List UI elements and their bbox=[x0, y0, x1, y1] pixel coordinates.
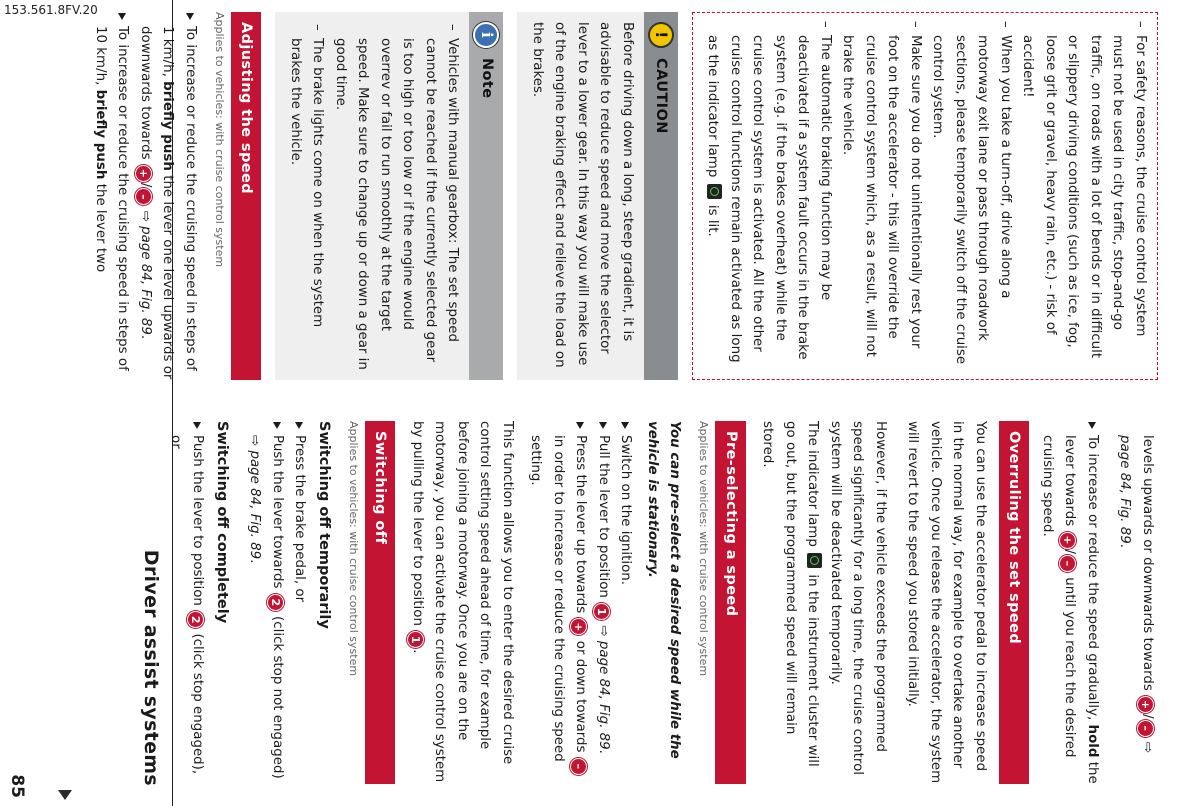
page-reference-link[interactable]: ⇨ page 84, Fig. 89 bbox=[138, 210, 153, 335]
applies-to-note: Applies to vehicles: with cruise control system bbox=[347, 421, 360, 677]
page-reference-link[interactable]: ⇨ page 84, Fig. 89 bbox=[596, 625, 611, 750]
paragraph: The indicator lamp in the instrument cluster will go out, but the programmed speed will remain stored. bbox=[760, 421, 821, 767]
applies-to-note: Applies to vehicles: with cruise control system bbox=[697, 421, 711, 677]
step-item: Push the lever to position 2 (click stop engaged), or bbox=[164, 421, 209, 784]
column-left bbox=[83, 12, 1159, 380]
section-title-adjusting-speed: Adjusting the speed bbox=[231, 12, 262, 380]
note-item: – Vehicles with manual gearbox: The set speed cannot be reached if the currently selected gear is too high or too low or if the engine would overrev or fail to run smoothly at the target speed. Make sure to change up or down a gear in good time. bbox=[329, 22, 464, 370]
step-item: Pull the lever to position 1 ⇨ page 84, Fig. 89. bbox=[592, 421, 615, 784]
paragraph: However, if the vehicle exceeds the programmed speed significantly for a long time, the cruise control system will be deactivated temporarily. bbox=[828, 421, 888, 776]
caution-header bbox=[644, 12, 678, 380]
applies-to-note: Applies to vehicles: with cruise control system bbox=[213, 12, 226, 268]
minus-symbol-icon: – bbox=[1060, 555, 1077, 572]
paragraph: This function allows you to enter the desired cruise control setting speed ahead of time, for example before joining a motorway. Once you are on the motorway, you can activate the cruise control system by pulling the lever to position 1. bbox=[409, 421, 515, 783]
caution-title: CAUTION bbox=[653, 58, 670, 134]
warning-item: – For safety reasons, the cruise control system must not be used in city traffic, stop-and-go traffic, on roads with a lot of bends or in difficult or slippery driving conditions (such as ice, fog, loose grit or gravel, heavy rain, etc.) - risk of accident! bbox=[1016, 19, 1151, 369]
section-title-switching-off: Switching off bbox=[365, 421, 396, 784]
warning-box bbox=[692, 12, 1158, 380]
step-item: Press the brake pedal, or bbox=[288, 421, 311, 784]
cruise-indicator-lamp-icon bbox=[708, 184, 723, 199]
page-reference-link[interactable]: ⇨ page 84, Fig. 89 bbox=[1117, 435, 1155, 754]
note-item: – The brake lights come on when the system brakes the vehicle. bbox=[284, 22, 329, 370]
adjusting-steps bbox=[89, 12, 202, 380]
subheading-completely: Switching off completely bbox=[214, 421, 230, 624]
subheading-temporarily: Switching off temporarily bbox=[316, 421, 332, 629]
section-title-preselecting: Pre-selecting a speed bbox=[716, 421, 747, 784]
plus-symbol-icon: + bbox=[135, 165, 152, 182]
plus-symbol-icon: + bbox=[1060, 532, 1077, 549]
plus-symbol-icon: + bbox=[1137, 696, 1154, 713]
caution-text: Before driving down a long, steep gradient, it is advisable to reduce speed and move the selector lever to a lower gear. In this way you will make use of the engine braking effect and relieve the load on the brakes. bbox=[530, 22, 635, 368]
step-item: To increase or reduce the cruising speed in steps of 10 km/h, briefly push the lever two bbox=[89, 12, 134, 380]
step-item: Push the lever towards 2 (click stop not engaged) ⇨ page 84, Fig. 89. bbox=[243, 421, 288, 784]
info-icon: i bbox=[474, 22, 500, 48]
paragraph: You can use the accelerator pedal to increase speed in the normal way, for example to overtake another vehicle. Once you release the accelerator, the system will revert to the speed you stored initially. bbox=[905, 421, 988, 784]
warning-item: – Make sure you do not unintentionally rest your foot on the accelerator - this will override the cruise control system which, as a result, will not brake the vehicle. bbox=[836, 19, 926, 369]
continued-text: levels upwards or downwards towards +/– ⇨ page 84, Fig. 89. bbox=[1117, 435, 1155, 754]
page-header-title: Driver assist systems bbox=[140, 549, 162, 786]
position-2-icon: 2 bbox=[267, 594, 284, 611]
warning-item-last-pre: All the other cruise control functions remain activated as long as the indicator lamp bbox=[705, 35, 766, 363]
preselect-steps bbox=[524, 421, 637, 784]
warning-list bbox=[701, 19, 1151, 369]
position-2-icon: 2 bbox=[188, 611, 205, 628]
column-right bbox=[158, 421, 1159, 784]
section-title-overruling: Overruling the set speed bbox=[999, 421, 1030, 784]
position-1-icon: 1 bbox=[407, 631, 424, 648]
position-1-icon: 1 bbox=[593, 603, 610, 620]
note-box bbox=[276, 12, 504, 380]
step-item: Switch on the ignition. bbox=[614, 421, 637, 784]
note-header bbox=[470, 12, 504, 380]
page-reference-link[interactable]: ⇨ page 84, Fig. 89 bbox=[247, 435, 263, 560]
document-code: 153.561.8FV.20 bbox=[4, 3, 98, 17]
warning-exclamation-icon: ! bbox=[648, 22, 674, 48]
minus-symbol-icon: – bbox=[1137, 720, 1154, 737]
step-item: To increase or reduce the speed gradually, hold the lever towards +/– until you reach the desired cruising speed. bbox=[1036, 421, 1104, 784]
intro-text: You can pre-select a desired speed while the vehicle is stationary. bbox=[645, 421, 683, 759]
minus-symbol-icon: – bbox=[571, 758, 588, 775]
warning-item: – When you take a turn-off, drive along a motorway exit lane or pass through roadwork sections, please temporarily switch off the cruise control system. bbox=[926, 19, 1016, 369]
switch-off-temp-steps bbox=[243, 421, 311, 784]
warning-item: – The automatic braking function may be deactivated if a system fault occurs in the brake system (e.g. if the brakes overheat) while the cruise control system is activated. All the other cruise control functions remain activated as long as the indicator lamp is lit. bbox=[701, 19, 836, 369]
caution-box bbox=[518, 12, 679, 380]
note-title: Note bbox=[478, 58, 495, 99]
minus-symbol-icon: – bbox=[135, 188, 152, 205]
gradual-steps bbox=[1036, 421, 1104, 784]
step-item: Press the lever up towards + or down towards – in order to increase or reduce the cruising speed setting. bbox=[524, 421, 592, 784]
switch-off-complete-steps bbox=[164, 421, 209, 784]
step-item: To increase or reduce the cruising speed in steps of 1 km/h, briefly push the lever one level upwards or downwards towards +/– ⇨ page 84, Fig. 89. bbox=[134, 12, 202, 380]
cruise-indicator-lamp-icon bbox=[808, 553, 823, 568]
page-number: 85 bbox=[7, 774, 27, 798]
note-list bbox=[276, 12, 470, 380]
continue-arrow-icon bbox=[58, 790, 72, 800]
plus-symbol-icon: + bbox=[571, 618, 588, 635]
